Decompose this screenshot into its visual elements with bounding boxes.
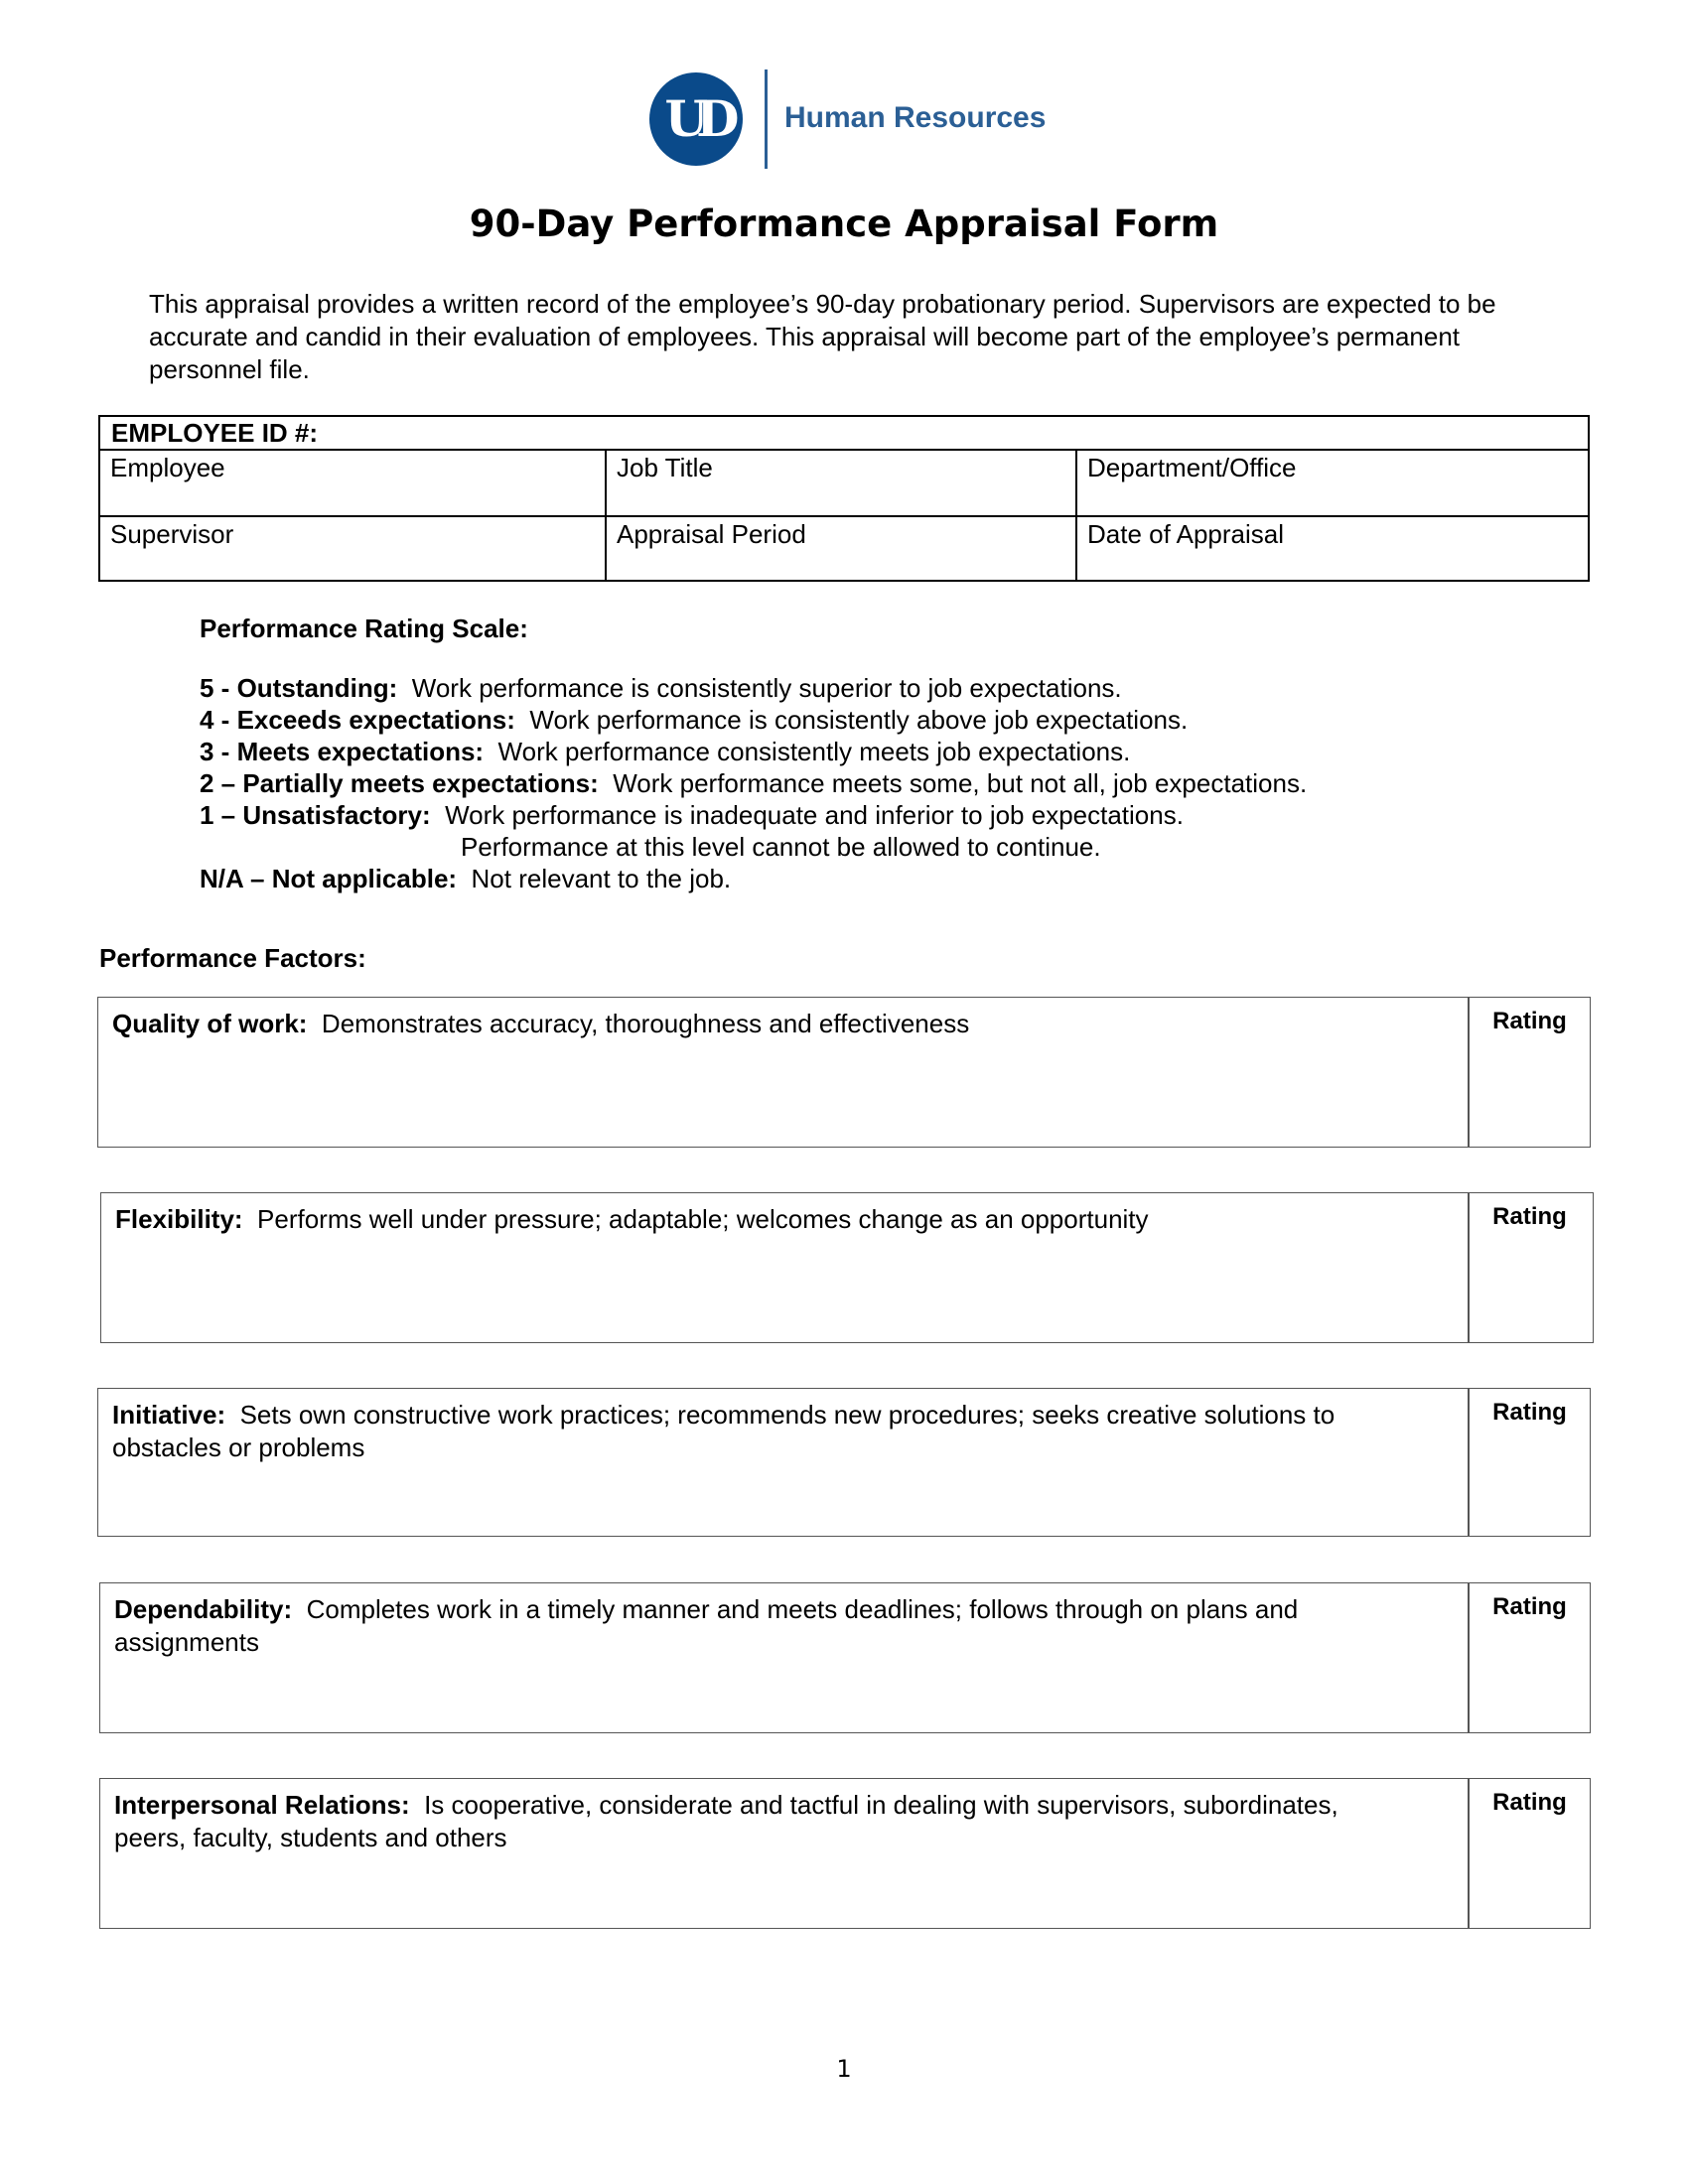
rating-scale-heading: Performance Rating Scale: [200, 614, 528, 643]
rating-field[interactable]: Rating [1492, 1399, 1567, 1426]
supervisor-field[interactable]: Supervisor [110, 519, 234, 549]
appraisal-period-field[interactable]: Appraisal Period [617, 519, 806, 549]
rating-scale-item: 1 – Unsatisfactory: Work performance is inadequate and inferior to job expectations. [200, 800, 1184, 830]
rating-scale-item: 5 - Outstanding: Work performance is consistently superior to job expectations. [200, 673, 1122, 703]
employee-field[interactable]: Employee [110, 453, 225, 482]
rating-field[interactable]: Rating [1492, 1203, 1567, 1230]
rating-field[interactable]: Rating [1492, 1789, 1567, 1816]
intro-paragraph: This appraisal provides a written record of the employee’s 90-day probationary period. Supervisors are expected to be accurate and candid in their evaluation of employees. This appraisal will become part of the employee’s permanent personnel file. [149, 289, 1496, 384]
employee-id-field[interactable]: EMPLOYEE ID #: [100, 417, 1588, 451]
logo-text: Human Resources [784, 101, 1047, 134]
rating-field[interactable]: Rating [1492, 1008, 1567, 1034]
factor-description[interactable]: Quality of work: Demonstrates accuracy, thoroughness and effectiveness [112, 1009, 970, 1038]
rating-scale-continuation: Performance at this level cannot be allowed to continue. [461, 832, 1101, 862]
rating-scale [200, 614, 1490, 894]
rating-field[interactable]: Rating [1492, 1593, 1567, 1620]
department-office-field[interactable]: Department/Office [1087, 453, 1297, 482]
factor-box-quality-of-work [97, 997, 1591, 1148]
factor-description[interactable]: Interpersonal Relations: Is cooperative, considerate and tactful in dealing with supervisors, subordinates, peers, faculty, students and others [114, 1790, 1338, 1852]
performance-factors-heading: Performance Factors: [99, 943, 366, 973]
factor-box-flexibility [100, 1192, 1594, 1343]
factor-box-interpersonal-relations [99, 1778, 1591, 1929]
form-title: 90-Day Performance Appraisal Form [469, 203, 1219, 245]
factor-description[interactable]: Flexibility: Performs well under pressure; adaptable; welcomes change as an opportunity [115, 1204, 1149, 1234]
factor-description[interactable]: Initiative: Sets own constructive work practices; recommends new procedures; seeks creative solutions to obstacles or problems [112, 1400, 1336, 1462]
rating-scale-item: N/A – Not applicable: Not relevant to the job. [200, 864, 732, 893]
ud-seal-icon: UD [649, 72, 743, 166]
factor-box-initiative [97, 1388, 1591, 1537]
page-number: 1 [836, 2055, 852, 2083]
factor-description[interactable]: Dependability: Completes work in a timely manner and meets deadlines; follows through on plans and assignments [114, 1594, 1299, 1657]
rating-scale-item: 4 - Exceeds expectations: Work performance is consistently above job expectations. [200, 705, 1189, 735]
factor-box-dependability [99, 1582, 1591, 1733]
hr-logo [643, 68, 1047, 171]
logo-divider [765, 69, 768, 169]
job-title-field[interactable]: Job Title [617, 453, 713, 482]
employee-info-table [98, 415, 1590, 582]
date-of-appraisal-field[interactable]: Date of Appraisal [1087, 519, 1285, 549]
rating-scale-item: 2 – Partially meets expectations: Work performance meets some, but not all, job expectations. [200, 768, 1308, 798]
rating-scale-item: 3 - Meets expectations: Work performance consistently meets job expectations. [200, 737, 1131, 766]
